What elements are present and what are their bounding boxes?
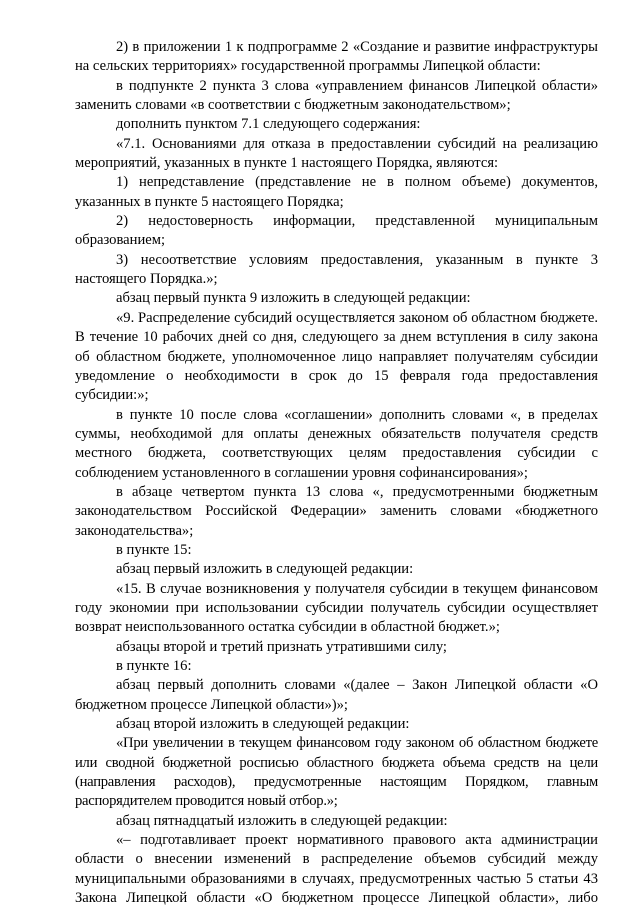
document-page [75, 38, 598, 908]
paragraph-14: «15. В случае возникновения у получателя субсидии в текущем финансовом году экономии при использовании субсидии получатель субсидии осуществляет возврат неиспользованного остатка субсидии в областной бюджет.»; [75, 580, 598, 636]
paragraph-8: абзац первый пункта 9 изложить в следующей редакции: [116, 290, 471, 307]
paragraph-9: «9. Распределение субсидий осуществляется законом об областном бюджете. В течение 10 рабочих дней со дня, следующего за днем вступления в силу закона об областном бюджете, уполномоченное лицо направляет получателям субсидии уведомление о необходимости в срок до 15 февраля года предоставления субсидии:»; [75, 309, 598, 404]
paragraph-19: «При увеличении в текущем финансовом году законом об областном бюджете или сводной бюджетной росписью областного бюджета объема средств на цели (направления расходов), предусмотренные настоящим Порядком, главным распорядителем проводится новый отбор.»; [75, 735, 598, 810]
paragraph-18: абзац второй изложить в следующей редакции: [116, 716, 410, 733]
paragraph-12: в пункте 15: [116, 541, 192, 558]
paragraph-3: дополнить пунктом 7.1 следующего содержания: [116, 116, 421, 133]
paragraph-4: «7.1. Основаниями для отказа в предоставлении субсидий на реализацию мероприятий, указанных в пункте 1 настоящего Порядка, являются: [75, 135, 598, 172]
paragraph-7: 3) несоответствие условиям предоставления, указанным в пункте 3 настоящего Порядка.»; [75, 251, 598, 288]
paragraph-15: абзацы второй и третий признать утратившими силу; [116, 638, 447, 655]
paragraph-21: «– подготавливает проект нормативного правового акта администрации области о внесении изменений в распределение объемов субсидий между муниципальными образованиями в случаях, предусмотренных частью 5 статьи 43 Закона Липецкой области «О бюджетном процессе Липецкой области», либо [75, 832, 598, 907]
paragraph-17: абзац первый дополнить словами «(далее – Закон Липецкой области «О бюджетном процессе Липецкой области»)»; [75, 677, 598, 713]
paragraph-6: 2) недостоверность информации, представленной муниципальным образованием; [75, 213, 598, 249]
paragraph-20: абзац пятнадцатый изложить в следующей редакции: [116, 812, 448, 829]
paragraph-5: 1) непредставление (представление не в полном объеме) документов, указанных в пункте 5 настоящего Порядка; [75, 174, 598, 210]
paragraph-13: абзац первый изложить в следующей редакции: [116, 561, 414, 578]
paragraph-16: в пункте 16: [116, 658, 192, 674]
paragraph-10: в пункте 10 после слова «соглашении» дополнить словами «, в пределах суммы, необходимой для оплаты денежных обязательств получателя средств местного бюджета, соответствующих целям предоставления субсидии с соблюдением установленного в соглашении уровня софинансирования»; [75, 406, 598, 481]
paragraph-2: в подпункте 2 пункта 3 слова «управлением финансов Липецкой области» заменить словами «в соответствии с бюджетным законодательством»; [75, 77, 598, 114]
paragraph-11: в абзаце четвертом пункта 13 слова «, предусмотренными бюджетным законодательством Российской Федерации» заменить словами «бюджетного законодательства»; [75, 483, 598, 539]
paragraph-1: 2) в приложении 1 к подпрограмме 2 «Создание и развитие инфраструктуры на сельских территориях» государственной программы Липецкой области: [75, 39, 598, 75]
